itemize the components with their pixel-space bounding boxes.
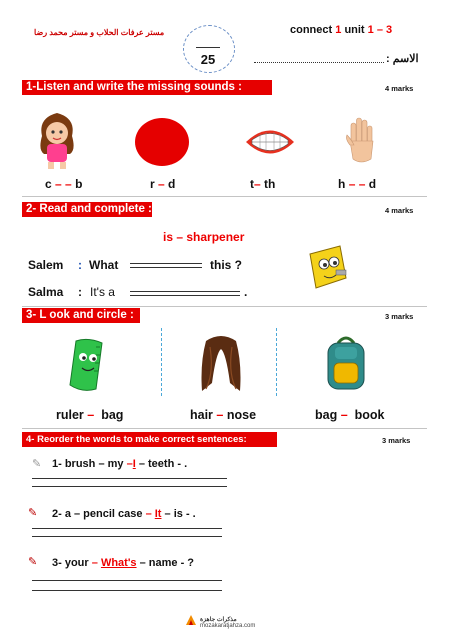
hand-icon (345, 115, 377, 167)
answer-line[interactable] (32, 528, 222, 529)
hair-icon (196, 333, 246, 395)
dialogue-start-1: What (89, 258, 119, 272)
teeth-icon (244, 123, 296, 161)
backpack-icon (322, 333, 370, 393)
reorder-sentence-2: 2- a – pencil case – It – is - . (52, 508, 196, 520)
red-circle-icon (134, 117, 190, 167)
missing-sound-3: t– th (250, 177, 276, 191)
pencil-icon: ✎ (28, 556, 38, 568)
missing-sound-4: h – – d (338, 177, 377, 191)
pencil-icon: ✎ (32, 458, 42, 470)
section4-marks: 3 marks (382, 436, 411, 445)
answer-line-1[interactable] (130, 263, 202, 264)
answer-line-1b (130, 267, 202, 268)
sharpener-icon (300, 240, 352, 296)
missing-sound-1: c – – b (45, 177, 83, 191)
page-title: connect 1 unit 1 – 3 (290, 24, 393, 36)
column-divider (161, 328, 162, 396)
section1-heading: 1-Listen and write the missing sounds : (22, 80, 272, 95)
answer-line (32, 486, 227, 487)
circle-option-1[interactable]: ruler – bag (56, 408, 124, 422)
section4-heading: 4- Reorder the words to make correct sentences: (22, 432, 277, 447)
section3-marks: 3 marks (385, 312, 414, 321)
answer-line-2b (130, 295, 240, 296)
name-field[interactable] (254, 62, 384, 63)
reorder-sentence-3: 3- your – What's – name - ? (52, 557, 195, 569)
circle-option-2[interactable]: hair – nose (190, 408, 257, 422)
divider (22, 428, 427, 429)
dialogue-end-2: . (244, 285, 248, 299)
footer-brand: مذكرات جاهزة mozakaratjahza.com (200, 617, 256, 629)
circle-option-3[interactable]: bag – book (315, 408, 385, 422)
teacher-names: مستر عرفات الحلاب و مستر محمد رضا (34, 28, 165, 37)
answer-line[interactable] (32, 478, 227, 479)
name-label: الاسم : (386, 53, 419, 65)
answer-line[interactable] (32, 580, 222, 581)
divider (22, 306, 427, 307)
dialogue-speaker-1: Salem (28, 258, 64, 272)
missing-sound-2: r – d (150, 177, 176, 191)
section3-heading: 3- L ook and circle : (22, 308, 140, 323)
ruler-icon (62, 335, 110, 395)
girl-icon (36, 108, 78, 170)
brand-logo-icon (184, 613, 198, 627)
score-divider (196, 47, 220, 48)
column-divider (276, 328, 277, 396)
answer-line (32, 536, 222, 537)
pencil-icon: ✎ (28, 507, 38, 519)
word-choices: is – sharpener (163, 230, 245, 244)
section2-heading: 2- Read and complete : (22, 202, 152, 217)
dialogue-colon-1: : (78, 258, 82, 272)
dialogue-end-1: this ? (210, 258, 242, 272)
dialogue-start-2: It's a (90, 285, 115, 299)
dialogue-colon-2: : (78, 285, 82, 299)
reorder-sentence-1: 1- brush – my –I – teeth - . (52, 458, 188, 470)
answer-line (32, 590, 222, 591)
section1-marks: 4 marks (385, 84, 414, 93)
dialogue-speaker-2: Salma (28, 285, 64, 299)
score-total: 25 (200, 52, 216, 67)
divider (22, 196, 427, 197)
answer-line-2[interactable] (130, 291, 240, 292)
section2-marks: 4 marks (385, 206, 414, 215)
